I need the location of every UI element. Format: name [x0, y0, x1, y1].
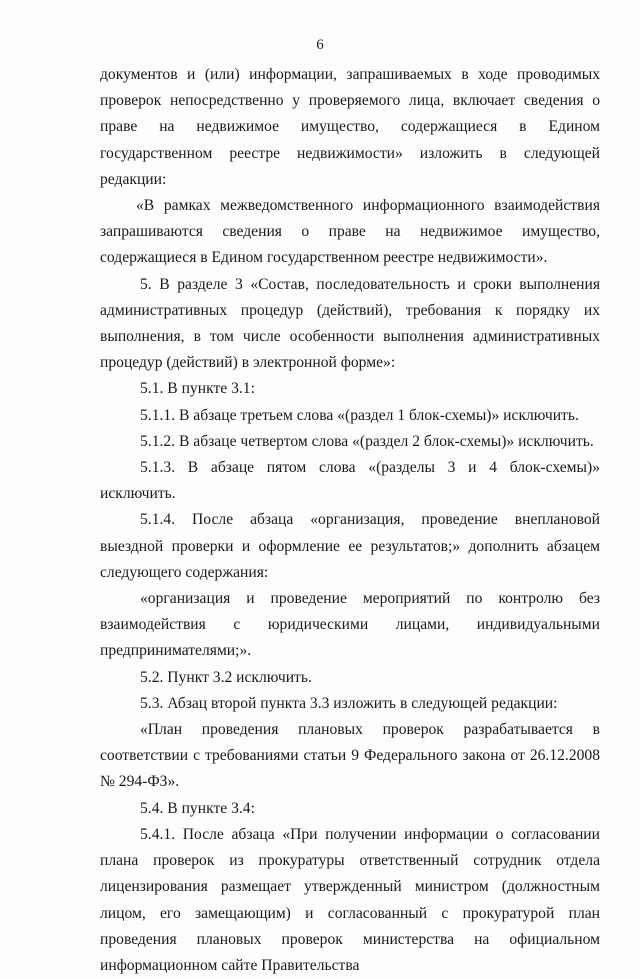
document-body [100, 62, 600, 979]
paragraph-quoted-plan: «План проведения плановых проверок разрабатывается в соответствии с требованиями статьи 9 Федерального закона от 26.12.2008 № 294-ФЗ». [100, 721, 600, 791]
paragraph-item-5-2: 5.2. Пункт 3.2 исключить. [140, 668, 312, 686]
paragraph-item-5-3: 5.3. Абзац второй пункта 3.3 изложить в следующей редакции: [140, 694, 558, 712]
paragraph-intro-continuation: документов и (или) информации, запрашиваемых в ходе проводимых проверок непосредственно у проверяемого лица, включает сведения о праве на недвижимое имущество, содержащиеся в Едином государственном реестре недвижимости» изложить в следующей редакции: [100, 66, 600, 188]
paragraph-quoted-addition: «организация и проведение мероприятий по контролю без взаимодействия с юридическими лицами, индивидуальными предпринимателями;». [100, 590, 600, 660]
paragraph-item-5-1-3: 5.1.3. В абзаце пятом слова «(разделы 3 и 4 блок-схемы)» исключить. [100, 459, 600, 503]
page-number: 6 [316, 37, 324, 53]
paragraph-item-5-4: 5.4. В пункте 3.4: [140, 799, 255, 817]
paragraph-item-5-1-2: 5.1.2. В абзаце четвертом слова «(раздел 2 блок-схемы)» исключить. [140, 432, 594, 450]
paragraph-quoted-wording: «В рамках межведомственного информационного взаимодействия запрашиваются сведения о праве на недвижимое имущество, содержащиеся в Едином государственном реестре недвижимости». [100, 197, 600, 267]
paragraph-item-5: 5. В разделе 3 «Состав, последовательность и сроки выполнения административных процедур (действий), требования к порядку их выполнения, в том числе особенности выполнения административных процедур (действий) в электронной форме»: [100, 275, 600, 372]
paragraph-item-5-1-4: 5.1.4. После абзаца «организация, проведение внеплановой выездной проверки и оформление ее результатов;» дополнить абзацем следующего содержания: [100, 511, 600, 581]
paragraph-item-5-4-1: 5.4.1. После абзаца «При получении информации о согласовании плана проверок из прокуратуры ответственный сотрудник отдела лицензирования размещает утвержденный министром (должностным лицом, его замещающим) и согласованный с прокуратурой план проведения плановых проверок министерства на официальном информационном сайте Правительства [100, 825, 600, 974]
paragraph-item-5-1: 5.1. В пункте 3.1: [140, 380, 255, 398]
paragraph-item-5-1-1: 5.1.1. В абзаце третьем слова «(раздел 1 блок-схемы)» исключить. [140, 406, 579, 424]
